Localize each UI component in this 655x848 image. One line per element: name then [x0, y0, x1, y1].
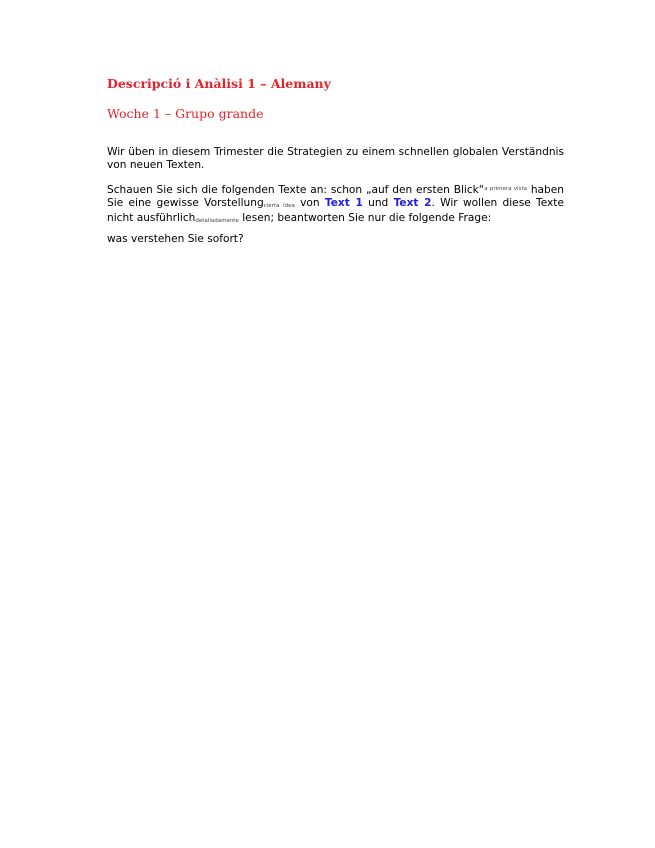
text-1-link[interactable]: Text 1 [324, 196, 363, 209]
gloss-detalladamente: detalladamente [195, 218, 239, 224]
instruction-text-1: Schauen Sie sich die folgenden Texte an: schon „auf den ersten Blick“ [107, 184, 485, 196]
instruction-text-2: haben Sie eine gewisse Vorstellung [107, 184, 565, 209]
instruction-text-6: lesen; beantworten Sie nur die folgende Frage: [238, 212, 492, 224]
document-title: Descripció i Anàlisi 1 – Alemany [107, 76, 331, 91]
instruction-text-4: und [362, 196, 394, 209]
text-2-link[interactable]: Text 2 [393, 196, 432, 209]
question-paragraph: was verstehen Sie sofort? [107, 233, 244, 245]
intro-paragraph: Wir üben in diesem Trimester die Strategien zu einem schnellen globalen Verständnis von neuen Texten. [107, 146, 564, 171]
gloss-a-primera-vista: a primera vista [484, 186, 527, 192]
document-subtitle: Woche 1 – Grupo grande [107, 106, 264, 121]
instruction-text-3: von [294, 196, 325, 209]
gloss-cierta-idea: cierta idea [263, 202, 295, 209]
instruction-text-5: . Wir wollen diese Texte nicht ausführlich [107, 196, 564, 224]
instruction-paragraph [107, 183, 564, 228]
